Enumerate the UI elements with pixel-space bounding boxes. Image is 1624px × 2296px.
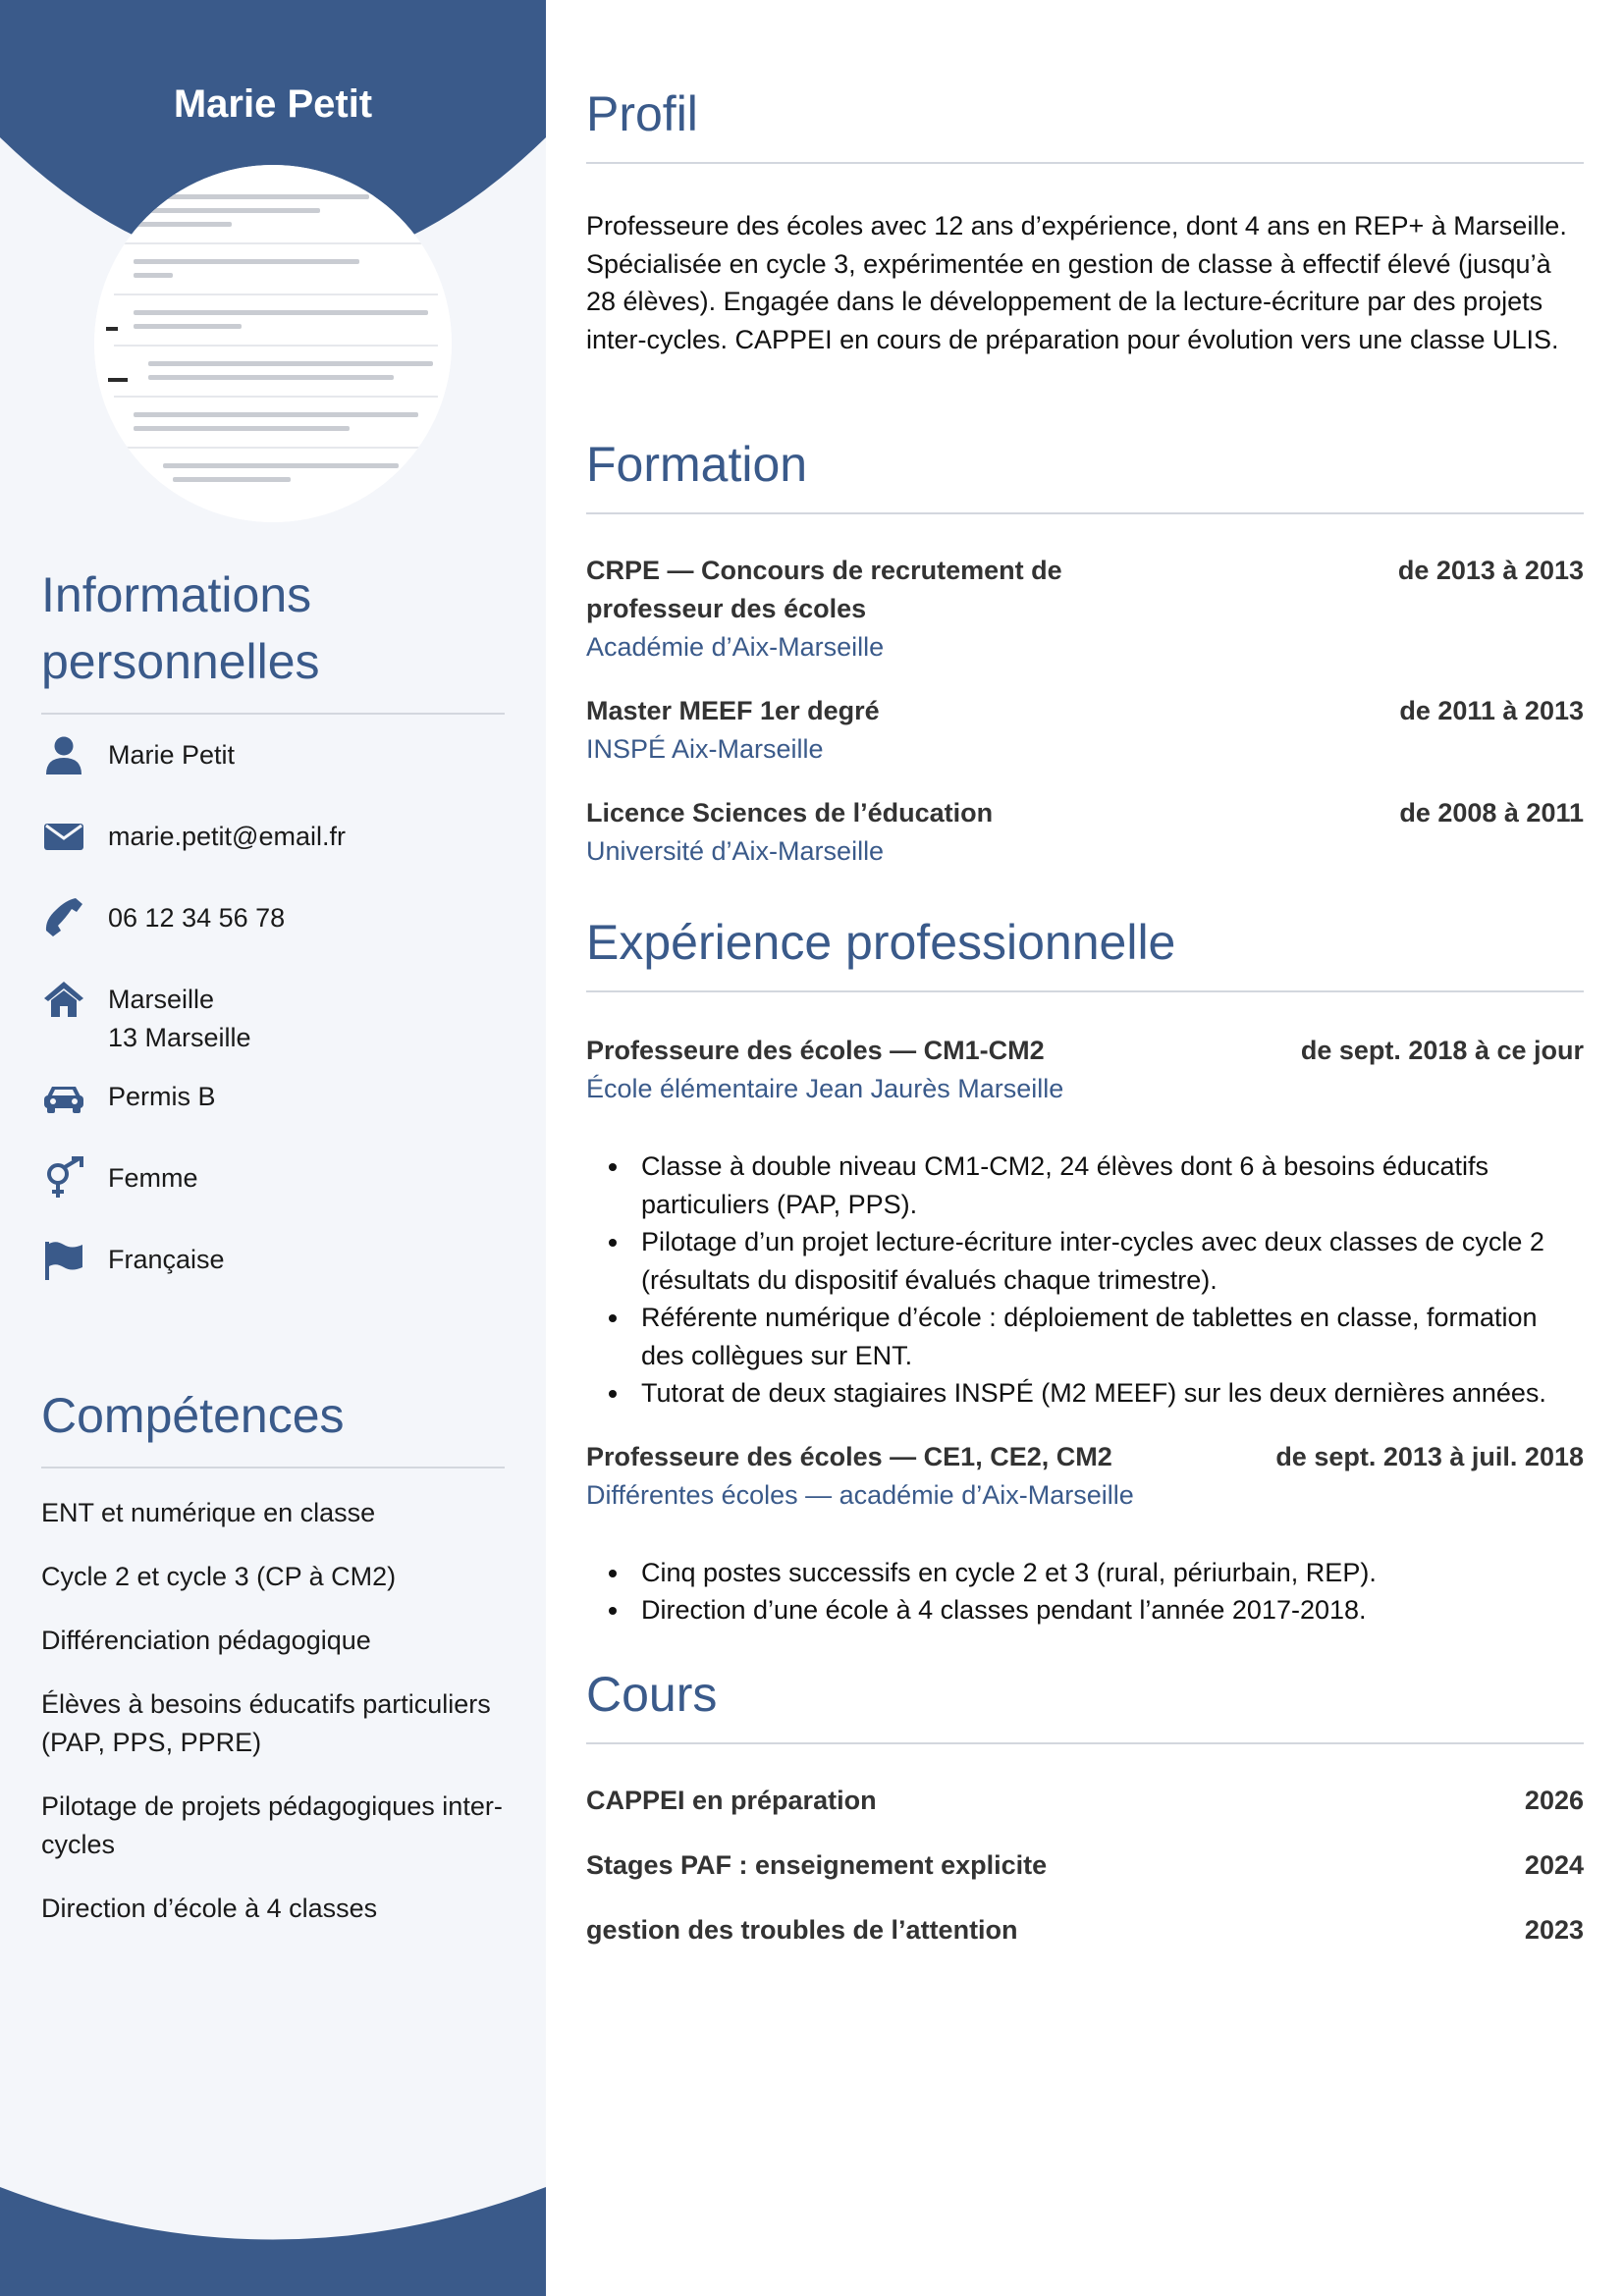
info-row-name [41, 736, 505, 797]
list-item: Tutorat de deux stagiaires INSPÉ (M2 MEEF) sur les deux dernières années. [586, 1374, 1584, 1413]
info-address-line1: Marseille [108, 985, 215, 1014]
skill-item: Cycle 2 et cycle 3 (CP à CM2) [41, 1562, 397, 1591]
skill-item: Élèves à besoins éducatifs particuliers (PAP, PPS, PPRE) [41, 1689, 491, 1757]
experience-entry [586, 1032, 1584, 1413]
skill-item: Pilotage de projets pédagogiques inter-cycles [41, 1791, 503, 1859]
phone-icon [41, 895, 86, 940]
education-date: de 2011 à 2013 [1399, 696, 1584, 725]
course-row [586, 1782, 1584, 1820]
list-item: Pilotage d’un projet lecture-écriture inter-cycles avec deux classes de cycle 2 (résultats du dispositif évalués chaque trimestre). [586, 1223, 1584, 1299]
info-row-license [41, 1078, 505, 1139]
skill-item: ENT et numérique en classe [41, 1498, 376, 1527]
info-phone-text[interactable]: 06 12 34 56 78 [108, 903, 286, 933]
list-item: Classe à double niveau CM1-CM2, 24 élèves dont 6 à besoins éducatifs particuliers (PAP, PPS). [586, 1148, 1584, 1223]
education-entry [586, 794, 1584, 871]
experience-entry [586, 1438, 1584, 1629]
skills-section [41, 1382, 505, 1928]
personal-info-section [41, 561, 505, 1322]
personal-info-heading: Informations personnelles [41, 561, 505, 715]
education-heading: Formation [586, 434, 1584, 514]
course-row [586, 1911, 1584, 1949]
skill-item: Direction d’école à 4 classes [41, 1894, 378, 1923]
experience-bullets [586, 1554, 1584, 1629]
info-nationality-text: Française [108, 1245, 225, 1274]
experience-date: de sept. 2013 à juil. 2018 [1275, 1441, 1584, 1471]
skill-item: Différenciation pédagogique [41, 1626, 371, 1655]
info-gender-text: Femme [108, 1163, 198, 1193]
education-date: de 2008 à 2011 [1399, 798, 1584, 828]
course-name: CAPPEI en préparation [586, 1786, 877, 1815]
info-email-text[interactable]: marie.petit@email.fr [108, 822, 346, 851]
course-year: 2024 [1524, 1850, 1584, 1880]
education-entry [586, 692, 1584, 769]
envelope-icon [41, 814, 86, 859]
experience-heading: Expérience professionnelle [586, 912, 1584, 992]
experience-date: de sept. 2018 à ce jour [1300, 1036, 1584, 1065]
experience-bullets [586, 1148, 1584, 1413]
education-title: Licence Sciences de l’éducation [586, 798, 994, 828]
experience-employer: Différentes écoles — académie d’Aix-Marseille [586, 1479, 1134, 1510]
education-school: INSPÉ Aix-Marseille [586, 734, 824, 764]
education-entry [586, 552, 1584, 667]
education-title: Master MEEF 1er degré [586, 696, 880, 725]
list-item: Référente numérique d’école : déploiement de tablettes en classe, formation des collègues sur ENT. [586, 1299, 1584, 1374]
course-row [586, 1846, 1584, 1885]
info-row-phone [41, 899, 505, 960]
courses-heading: Cours [586, 1664, 1584, 1744]
info-row-email [41, 818, 505, 879]
info-address-line2: 13 Marseille [108, 1023, 251, 1052]
course-name: gestion des troubles de l’attention [586, 1915, 1018, 1945]
car-icon [41, 1074, 86, 1119]
home-icon [41, 977, 86, 1022]
list-item: Direction d’une école à 4 classes pendant l’année 2017-2018. [586, 1591, 1584, 1629]
list-item: Cinq postes successifs en cycle 2 et 3 (rural, périurbain, REP). [586, 1554, 1584, 1592]
skills-heading: Compétences [41, 1382, 505, 1468]
profile-text: Professeure des écoles avec 12 ans d’expérience, dont 4 ans en REP+ à Marseille. Spécialisée en cycle 3, expérimentée en gestion de classe à effectif élevé (jusqu’à 28 élèves). Engagée dans le développement de la lecture-écriture par des projets inter-cycles. CAPPEI en cours de préparation pour évolution vers une classe ULIS. [586, 211, 1567, 354]
education-school: Académie d’Aix-Marseille [586, 632, 885, 662]
profile-section [586, 83, 1584, 358]
info-row-address [41, 981, 505, 1057]
experience-title: Professeure des écoles — CM1-CM2 [586, 1036, 1045, 1065]
info-license-text: Permis B [108, 1082, 216, 1111]
info-row-gender [41, 1159, 505, 1220]
education-school: Université d’Aix-Marseille [586, 836, 885, 866]
course-year: 2026 [1524, 1786, 1584, 1815]
flag-icon [41, 1237, 86, 1282]
experience-title: Professeure des écoles — CE1, CE2, CM2 [586, 1441, 1112, 1471]
education-section [586, 434, 1584, 871]
info-name-text: Marie Petit [108, 740, 236, 770]
candidate-name: Marie Petit [173, 82, 373, 126]
experience-section [586, 912, 1584, 1629]
experience-employer: École élémentaire Jean Jaurès Marseille [586, 1074, 1064, 1103]
sidebar [0, 0, 546, 2296]
info-address-text [108, 981, 251, 1057]
gender-icon [41, 1155, 86, 1201]
user-icon [41, 732, 86, 777]
courses-section [586, 1664, 1584, 1949]
course-year: 2023 [1524, 1915, 1584, 1945]
sidebar-footer-background [0, 2179, 546, 2296]
education-title: CRPE — Concours de recrutement de professeur des écoles [586, 556, 1062, 623]
info-row-nationality [41, 1241, 505, 1302]
course-name: Stages PAF : enseignement explicite [586, 1850, 1048, 1880]
education-date: de 2013 à 2013 [1397, 556, 1584, 585]
profile-photo [94, 165, 452, 522]
profile-heading: Profil [586, 83, 1584, 164]
